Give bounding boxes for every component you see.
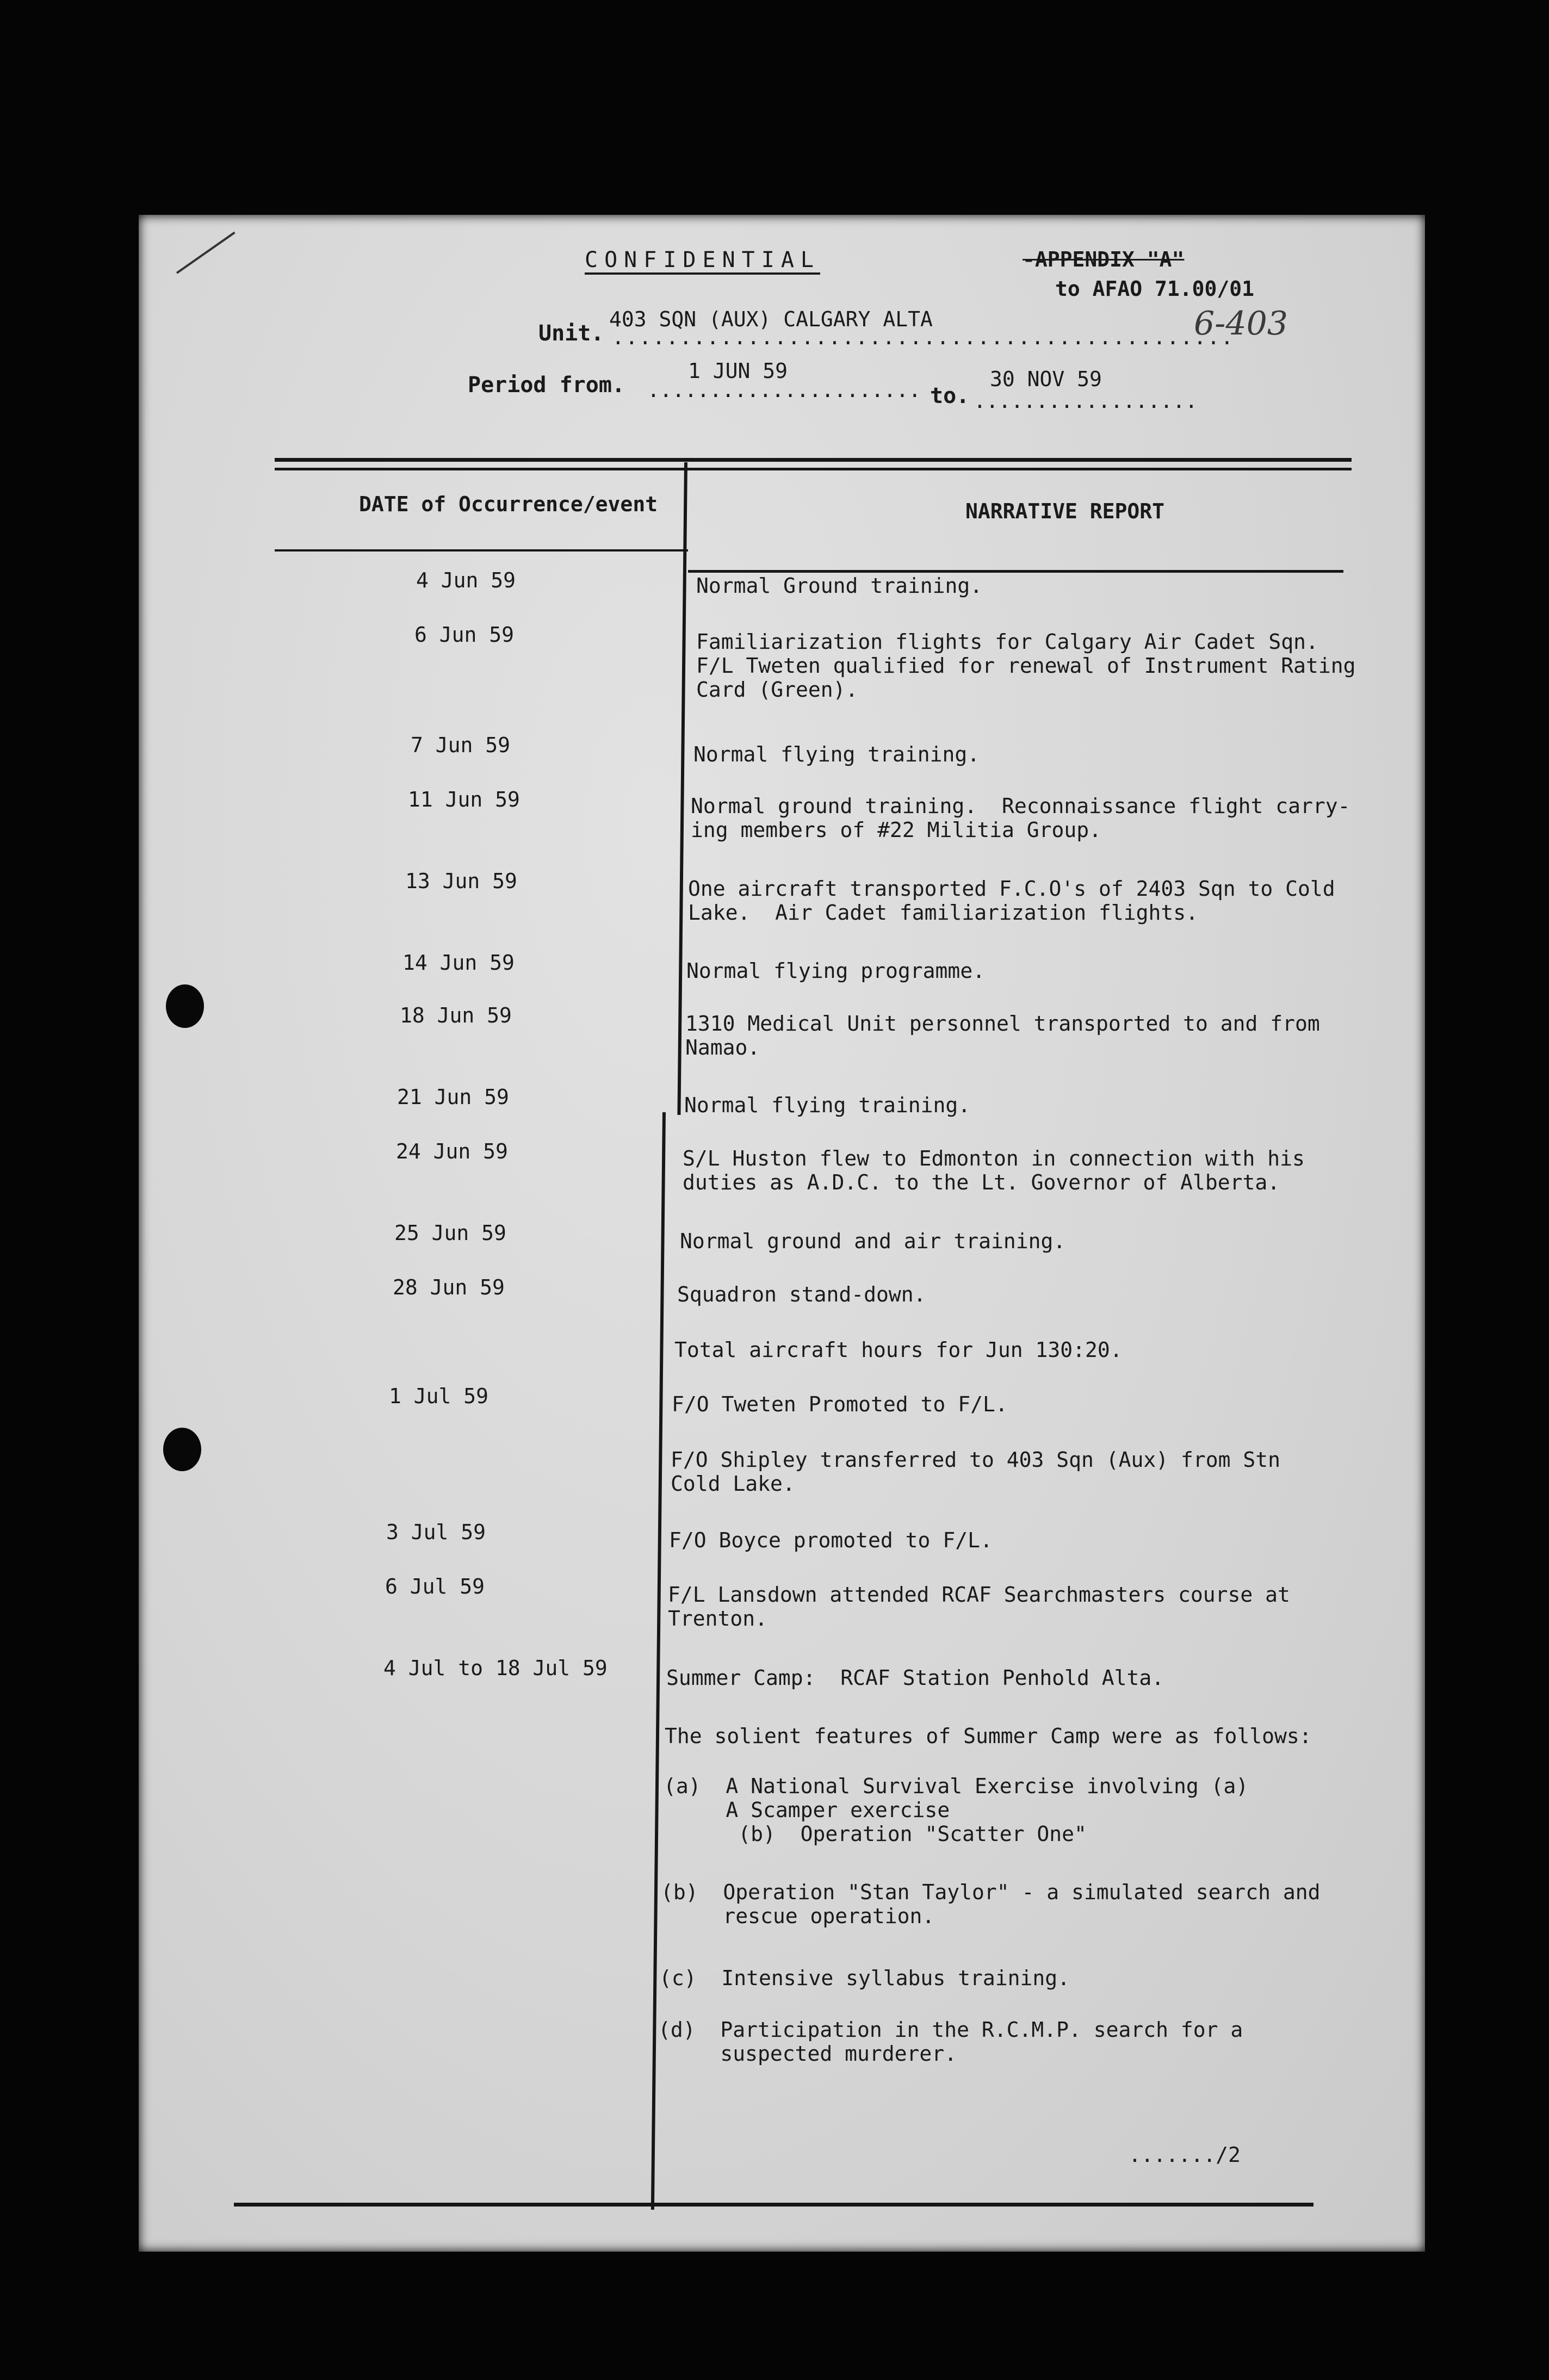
- table-top-rule-2: [275, 468, 1352, 470]
- table-top-rule-1: [275, 458, 1352, 462]
- unit-label: Unit.: [538, 321, 604, 346]
- unit-value: 403 SQN (AUX) CALGARY ALTA: [609, 307, 933, 331]
- continuation-marker: ......./2: [1129, 2143, 1241, 2167]
- table-bottom-rule: [234, 2203, 1313, 2207]
- row-narrative: Familiarization flights for Calgary Air Cadet Sqn. F/L Tweten qualified for renewal of Instrument Rating Card (Green).: [696, 630, 1356, 702]
- punch-hole-bottom: [163, 1428, 201, 1471]
- row-narrative: F/O Shipley transferred to 403 Sqn (Aux) from Stn Cold Lake.: [671, 1448, 1281, 1496]
- row-date: 18 Jun 59: [400, 1003, 512, 1027]
- row-narrative: Normal ground and air training.: [680, 1229, 1066, 1253]
- row-narrative: Summer Camp: RCAF Station Penhold Alta.: [666, 1666, 1164, 1690]
- row-narrative: Normal Ground training.: [696, 574, 983, 598]
- row-date: 13 Jun 59: [405, 869, 517, 893]
- period-from-value: 1 JUN 59: [688, 359, 788, 383]
- row-date: 24 Jun 59: [396, 1139, 508, 1163]
- row-date: 4 Jun 59: [416, 568, 516, 592]
- row-date: 1 Jul 59: [389, 1384, 489, 1408]
- row-date: 3 Jul 59: [386, 1520, 486, 1544]
- period-from-label: Period from.: [468, 373, 625, 398]
- row-narrative: The solient features of Summer Camp were as follows:: [665, 1724, 1312, 1748]
- row-date: 6 Jul 59: [385, 1575, 485, 1598]
- row-narrative: F/O Boyce promoted to F/L.: [669, 1528, 993, 1552]
- row-narrative: Normal flying training.: [693, 742, 980, 766]
- header-rule-left: [275, 549, 688, 551]
- row-date: 4 Jul to 18 Jul 59: [383, 1656, 608, 1680]
- period-to-label: to.: [930, 383, 970, 408]
- row-date: 14 Jun 59: [402, 951, 515, 975]
- column-header-date: DATE of Occurrence/event: [359, 492, 658, 516]
- row-narrative: One aircraft transported F.C.O's of 2403 Sqn to Cold Lake. Air Cadet familiarization flights.: [688, 877, 1335, 925]
- row-date: 11 Jun 59: [408, 788, 520, 811]
- row-narrative: F/O Tweten Promoted to F/L.: [672, 1392, 1008, 1416]
- period-to-value: 30 NOV 59: [990, 367, 1102, 391]
- row-date: 6 Jun 59: [414, 623, 515, 647]
- column-header-narrative: NARRATIVE REPORT: [965, 499, 1165, 523]
- row-date: 28 Jun 59: [393, 1275, 505, 1299]
- unit-dotted-line: ..............................................: [612, 325, 1235, 349]
- row-narrative: 1310 Medical Unit personnel transported to and from Namao.: [685, 1012, 1320, 1059]
- row-date: 25 Jun 59: [394, 1221, 506, 1245]
- row-narrative: Normal ground training. Reconnaissance flight carry- ing members of #22 Militia Group.: [691, 794, 1350, 842]
- appendix-line-2: to AFAO 71.00/01: [1055, 277, 1255, 301]
- appendix-line-1: -APPENDIX "A": [1023, 247, 1185, 271]
- row-narrative: F/L Lansdown attended RCAF Searchmasters course at Trenton.: [668, 1583, 1290, 1631]
- header-rule-right: [688, 570, 1343, 573]
- classification-heading: CONFIDENTIAL: [585, 247, 820, 272]
- handwritten-reference: 6-403: [1194, 305, 1288, 343]
- period-from-dotted-line: ......................: [647, 378, 921, 402]
- row-date: 21 Jun 59: [397, 1085, 509, 1109]
- row-date: 7 Jun 59: [411, 733, 511, 757]
- row-narrative: Squadron stand-down.: [677, 1282, 926, 1306]
- row-narrative: (d) Participation in the R.C.M.P. search for a suspected murderer.: [658, 2018, 1243, 2066]
- row-narrative: Normal flying training.: [684, 1093, 971, 1117]
- row-narrative: (a) A National Survival Exercise involving (a) A Scamper exercise (b) Operation "Scatter One": [664, 1774, 1249, 1846]
- row-narrative: (c) Intensive syllabus training.: [659, 1966, 1070, 1990]
- row-narrative: Normal flying programme.: [686, 959, 986, 983]
- punch-hole-top: [166, 984, 204, 1028]
- period-to-dotted-line: ..................: [974, 389, 1198, 413]
- row-narrative: S/L Huston flew to Edmonton in connection with his duties as A.D.C. to the Lt. Governor of Alberta.: [683, 1146, 1305, 1194]
- appendix-reference: [1023, 245, 1254, 303]
- row-narrative: (b) Operation "Stan Taylor" - a simulated search and rescue operation.: [661, 1880, 1321, 1928]
- row-narrative: Total aircraft hours for Jun 130:20.: [674, 1338, 1123, 1362]
